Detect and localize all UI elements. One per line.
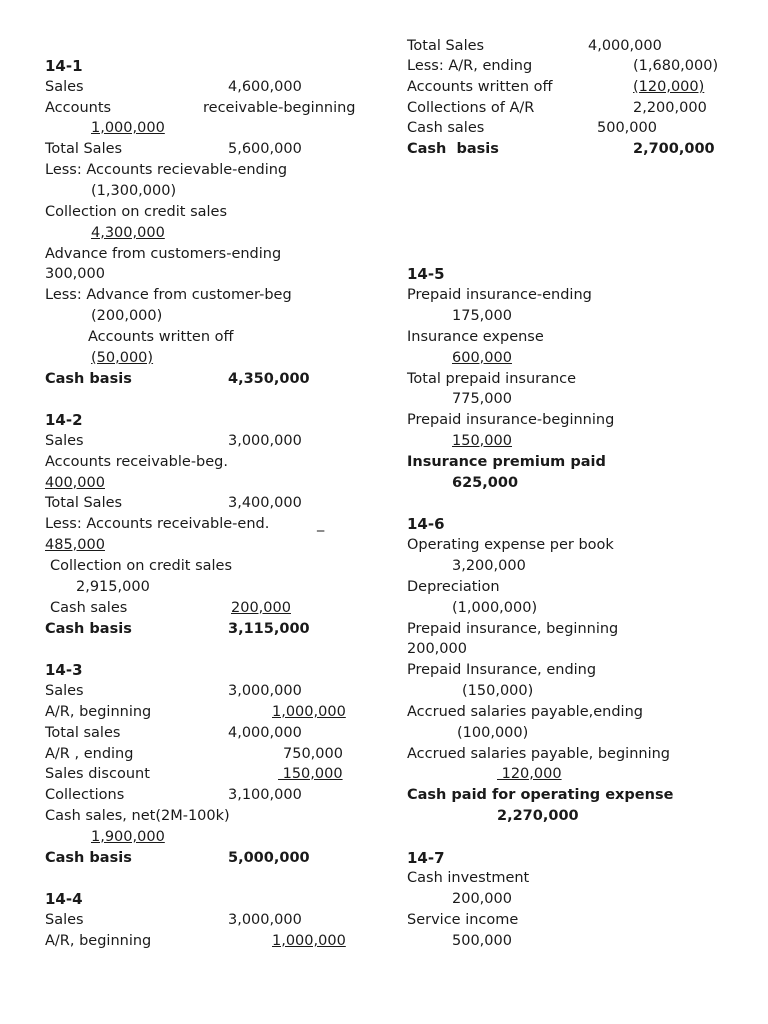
right-text-line: 200,000 (452, 891, 512, 907)
left-text-line: Advance from customers-ending (45, 246, 282, 262)
right-text-line: Collections of A/R (407, 100, 535, 116)
right-text-line: 2,200,000 (633, 100, 707, 116)
left-text-line: 3,000,000 (228, 912, 302, 928)
left-text-line: 14-2 (45, 411, 83, 429)
right-text-line: 120,000 (497, 766, 562, 782)
left-text-line: 400,000 (45, 475, 105, 491)
left-text-line: 1,000,000 (272, 704, 346, 720)
left-text-line: Less: Accounts recievable-ending (45, 162, 288, 178)
left-text-line: _ (317, 516, 325, 532)
left-text-line: Accounts (45, 100, 112, 116)
right-text-line: 500,000 (452, 933, 512, 949)
left-text-line: Cash sales (50, 600, 128, 616)
right-text-line: (1,000,000) (452, 600, 538, 616)
right-text-line: Prepaid insurance-beginning (407, 412, 615, 428)
left-text-line: Total sales (45, 725, 121, 741)
left-text-line: 14-3 (45, 661, 83, 679)
right-text-line: Total prepaid insurance (407, 371, 577, 387)
right-text-line: 150,000 (452, 433, 512, 449)
left-text-line: Total Sales (45, 495, 123, 511)
left-text-line: 1,900,000 (91, 829, 165, 845)
left-text-line: 3,400,000 (228, 495, 302, 511)
left-text-line: Sales (45, 433, 84, 449)
right-text-line: Insurance expense (407, 329, 544, 345)
left-text-line: Total Sales (45, 141, 123, 157)
left-text-line: A/R, beginning (45, 704, 152, 720)
left-text-line: Sales (45, 683, 84, 699)
left-text-line: (200,000) (91, 308, 163, 324)
right-text-line: Cash investment (407, 870, 530, 886)
right-text-line: (1,680,000) (633, 58, 719, 74)
right-text-line: Depreciation (407, 579, 500, 595)
right-text-line: Cash basis (407, 141, 499, 157)
left-text-line: 14-1 (45, 57, 83, 75)
right-text-line: 600,000 (452, 350, 512, 366)
left-text-line: Collection on credit sales (45, 204, 228, 220)
left-text-line: 4,350,000 (228, 371, 310, 387)
left-text-line: 200,000 (231, 600, 291, 616)
left-text-line: 3,000,000 (228, 683, 302, 699)
left-text-line: 3,000,000 (228, 433, 302, 449)
left-text-line: Sales (45, 79, 84, 95)
right-text-line: Prepaid insurance, beginning (407, 621, 619, 637)
right-text-line: 14-7 (407, 849, 445, 867)
left-text-line: Less: Advance from customer-beg (45, 287, 292, 303)
right-text-line: 3,200,000 (452, 558, 526, 574)
right-text-line: 625,000 (452, 475, 519, 491)
left-text-line: Less: Accounts receivable-end. (45, 516, 270, 532)
left-text-line: Cash basis (45, 371, 132, 387)
left-text-line: 4,000,000 (228, 725, 302, 741)
right-text-line: (120,000) (633, 79, 705, 95)
left-text-line: 4,300,000 (91, 225, 165, 241)
right-text-line: 2,270,000 (497, 808, 579, 824)
left-text-line: 485,000 (45, 537, 105, 553)
left-text-line: 1,000,000 (272, 933, 346, 949)
left-text-line: 5,000,000 (228, 850, 310, 866)
left-text-line: Sales (45, 912, 84, 928)
right-text-line: 200,000 (407, 641, 467, 657)
left-text-line: 14-4 (45, 890, 83, 908)
right-text-line: 500,000 (597, 120, 657, 136)
right-text-line: Accrued salaries payable,ending (407, 704, 643, 720)
left-text-line: 5,600,000 (228, 141, 302, 157)
left-text-line: 750,000 (283, 746, 343, 762)
left-text-line: Accounts written off (88, 329, 234, 345)
left-text-line: Cash sales, net(2M-100k) (45, 808, 230, 824)
left-text-line: 3,100,000 (228, 787, 302, 803)
left-text-line: Cash basis (45, 850, 132, 866)
left-text-line: 150,000 (278, 766, 343, 782)
right-text-line: Operating expense per book (407, 537, 614, 553)
right-text-line: Less: A/R, ending (407, 58, 533, 74)
right-text-line: Prepaid insurance-ending (407, 287, 592, 303)
right-text-line: 175,000 (452, 308, 512, 324)
left-text-line: (1,300,000) (91, 183, 177, 199)
right-text-line: 775,000 (452, 391, 512, 407)
left-text-line: Collection on credit sales (50, 558, 233, 574)
right-text-line: (100,000) (457, 725, 529, 741)
right-text-line: 14-5 (407, 265, 445, 283)
left-text-line: Accounts receivable-beg. (45, 454, 228, 470)
left-text-line: 300,000 (45, 266, 105, 282)
right-text-line: 14-6 (407, 515, 445, 533)
right-text-line: 2,700,000 (633, 141, 715, 157)
right-text-line: Cash paid for operating expense (407, 787, 674, 803)
right-text-line: 4,000,000 (588, 38, 662, 54)
right-text-line: Accrued salaries payable, beginning (407, 746, 671, 762)
left-text-line: Collections (45, 787, 125, 803)
left-text-line: A/R , ending (45, 746, 134, 762)
left-text-line: 1,000,000 (91, 120, 165, 136)
right-text-line: (150,000) (462, 683, 534, 699)
right-text-line: Total Sales (407, 38, 485, 54)
right-text-line: Insurance premium paid (407, 454, 606, 470)
left-text-line: Cash basis (45, 621, 132, 637)
left-text-line: 2,915,000 (76, 579, 150, 595)
left-text-line: 4,600,000 (228, 79, 302, 95)
right-text-line: Prepaid Insurance, ending (407, 662, 597, 678)
right-text-line: Cash sales (407, 120, 485, 136)
left-text-line: 3,115,000 (228, 621, 310, 637)
left-text-line: Sales discount (45, 766, 150, 782)
left-text-line: A/R, beginning (45, 933, 152, 949)
right-text-line: Accounts written off (407, 79, 553, 95)
left-text-line: (50,000) (91, 350, 154, 366)
left-text-line: receivable-beginning (203, 100, 356, 116)
right-text-line: Service income (407, 912, 519, 928)
